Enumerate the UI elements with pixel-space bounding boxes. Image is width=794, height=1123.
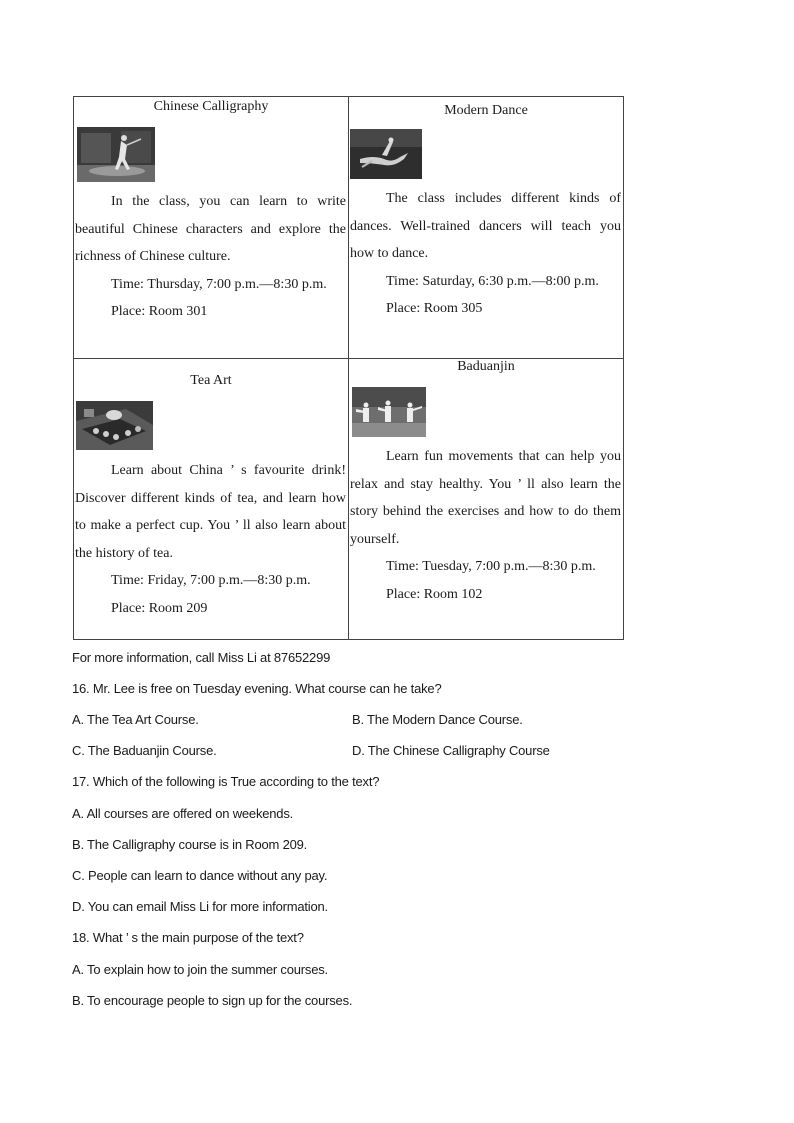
course-title: Baduanjin	[457, 359, 515, 374]
question-stem: 17. Which of the following is True according to the text?	[72, 774, 380, 789]
answer-option: D. You can email Miss Li for more information.	[72, 899, 328, 914]
answer-option: A. The Tea Art Course.	[72, 712, 199, 727]
course-cell-modern-dance	[349, 97, 623, 359]
course-description: The class includes different kinds of dances. Well-trained dancers will teach you how to dance. Time: Saturday, 6:30 p.m.—8:00 p.m. Place: Room 305	[350, 191, 621, 317]
course-cell-baduanjin	[349, 359, 623, 639]
course-description: In the class, you can learn to write beautiful Chinese characters and explore the richness of Chinese culture. Time: Thursday, 7:00 p.m.—8:30 p.m. Place: Room 301	[75, 194, 346, 320]
question-stem: 18. What ’ s the main purpose of the text?	[72, 930, 304, 945]
answer-option: C. The Baduanjin Course.	[72, 743, 217, 758]
baduanjin-exercise-photo	[352, 387, 426, 437]
answer-option: A. All courses are offered on weekends.	[72, 806, 294, 821]
answer-option: B. To encourage people to sign up for the courses.	[72, 993, 353, 1008]
answer-option: B. The Modern Dance Course.	[352, 712, 523, 727]
answer-option: A. To explain how to join the summer courses.	[72, 962, 328, 977]
course-cell-tea-art	[74, 359, 349, 639]
tea-set-photo	[76, 401, 153, 450]
answer-option: C. People can learn to dance without any pay.	[72, 868, 328, 883]
course-title: Tea Art	[190, 373, 232, 388]
dancer-photo	[350, 129, 422, 179]
calligraphy-performance-photo	[77, 127, 155, 182]
course-title: Modern Dance	[444, 103, 528, 118]
course-table	[73, 96, 624, 640]
course-title: Chinese Calligraphy	[153, 99, 269, 114]
question-stem: 16. Mr. Lee is free on Tuesday evening. What course can he take?	[72, 681, 442, 696]
answer-option: B. The Calligraphy course is in Room 209.	[72, 837, 308, 852]
course-description: Learn fun movements that can help you relax and stay healthy. You ’ ll also learn the story behind the exercises and how to do them yourself. Time: Tuesday, 7:00 p.m.—8:30 p.m. Place: Room 102	[350, 449, 621, 602]
contact-info: For more information, call Miss Li at 87652299	[72, 650, 331, 665]
course-cell-calligraphy	[74, 97, 349, 359]
course-description: Learn about China ’ s favourite drink! Discover different kinds of tea, and learn how to make a perfect cup. You ’ ll also learn about the history of tea. Time: Friday, 7:00 p.m.—8:30 p.m. Place: Room 209	[75, 463, 346, 616]
answer-option: D. The Chinese Calligraphy Course	[352, 743, 550, 758]
